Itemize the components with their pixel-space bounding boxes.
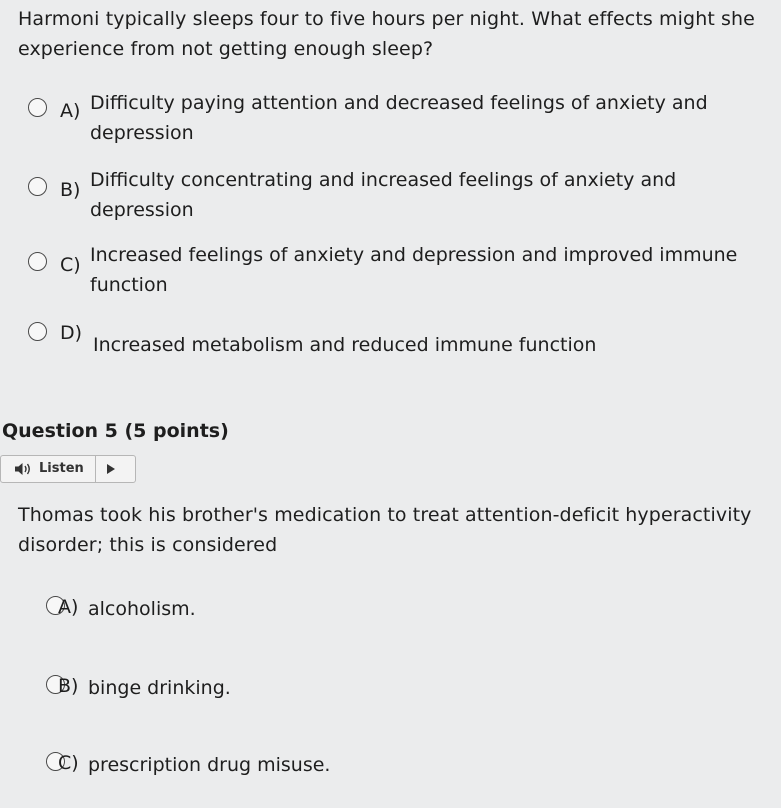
question-5-text-line-1: Thomas took his brother's medication to treat attention-deficit hyperactivity (18, 504, 752, 526)
question-5-text-line-2: disorder; this is considered (18, 534, 278, 556)
q5-option-b-letter: B) (58, 675, 79, 697)
q4-option-b-radio[interactable] (28, 177, 47, 196)
q4-option-d-letter: D) (60, 322, 83, 344)
question-4-text-line-1: Harmoni typically sleeps four to five hours per night. What effects might she (18, 8, 755, 30)
q4-option-c[interactable] (0, 240, 781, 300)
question-5-heading: Question 5 (5 points) (2, 420, 229, 442)
q5-option-b-label (88, 673, 231, 703)
question-4-text (18, 4, 755, 64)
q4-option-c-label (90, 240, 737, 300)
q4-option-b[interactable] (0, 165, 781, 225)
q4-option-d[interactable] (0, 318, 781, 378)
q5-option-a-label (88, 594, 196, 624)
q4-option-b-line-1: Difficulty concentrating and increased feelings of anxiety and (90, 169, 677, 191)
q5-option-c-letter: C) (58, 752, 79, 774)
q5-option-c[interactable] (0, 748, 781, 808)
q5-option-b[interactable] (0, 671, 781, 731)
q4-option-b-letter: B) (60, 179, 81, 201)
q5-option-a[interactable] (0, 592, 781, 652)
q5-option-c-line-1: prescription drug misuse. (88, 754, 331, 776)
listen-label: Listen (39, 461, 84, 476)
q4-option-c-letter: C) (60, 254, 81, 276)
listen-player (0, 455, 136, 483)
q4-option-d-line-1: Increased metabolism and reduced immune function (93, 334, 597, 356)
speaker-icon (15, 463, 33, 475)
q4-option-a-line-2: depression (90, 122, 194, 144)
q4-option-c-radio[interactable] (28, 252, 47, 271)
listen-button[interactable] (1, 456, 96, 482)
q4-option-c-line-1: Increased feelings of anxiety and depression and improved immune (90, 244, 738, 266)
q5-option-a-letter: A) (58, 596, 79, 618)
play-icon[interactable] (107, 464, 115, 474)
q4-option-a-letter: A) (60, 100, 81, 122)
question-4-text-line-2: experience from not getting enough sleep? (18, 38, 434, 60)
q4-option-a-line-1: Difficulty paying attention and decreased feelings of anxiety and (90, 92, 708, 114)
question-5-text (18, 500, 751, 560)
q4-option-c-line-2: function (90, 274, 168, 296)
q4-option-d-label (93, 330, 596, 360)
q4-option-b-label (90, 165, 676, 225)
q5-option-c-label (88, 750, 330, 780)
q5-option-b-line-1: binge drinking. (88, 677, 231, 699)
q4-option-d-radio[interactable] (28, 322, 47, 341)
q4-option-a-radio[interactable] (28, 98, 47, 117)
q4-option-a[interactable] (0, 88, 781, 148)
q4-option-a-label (90, 88, 708, 148)
q4-option-b-line-2: depression (90, 199, 194, 221)
q5-option-a-line-1: alcoholism. (88, 598, 196, 620)
